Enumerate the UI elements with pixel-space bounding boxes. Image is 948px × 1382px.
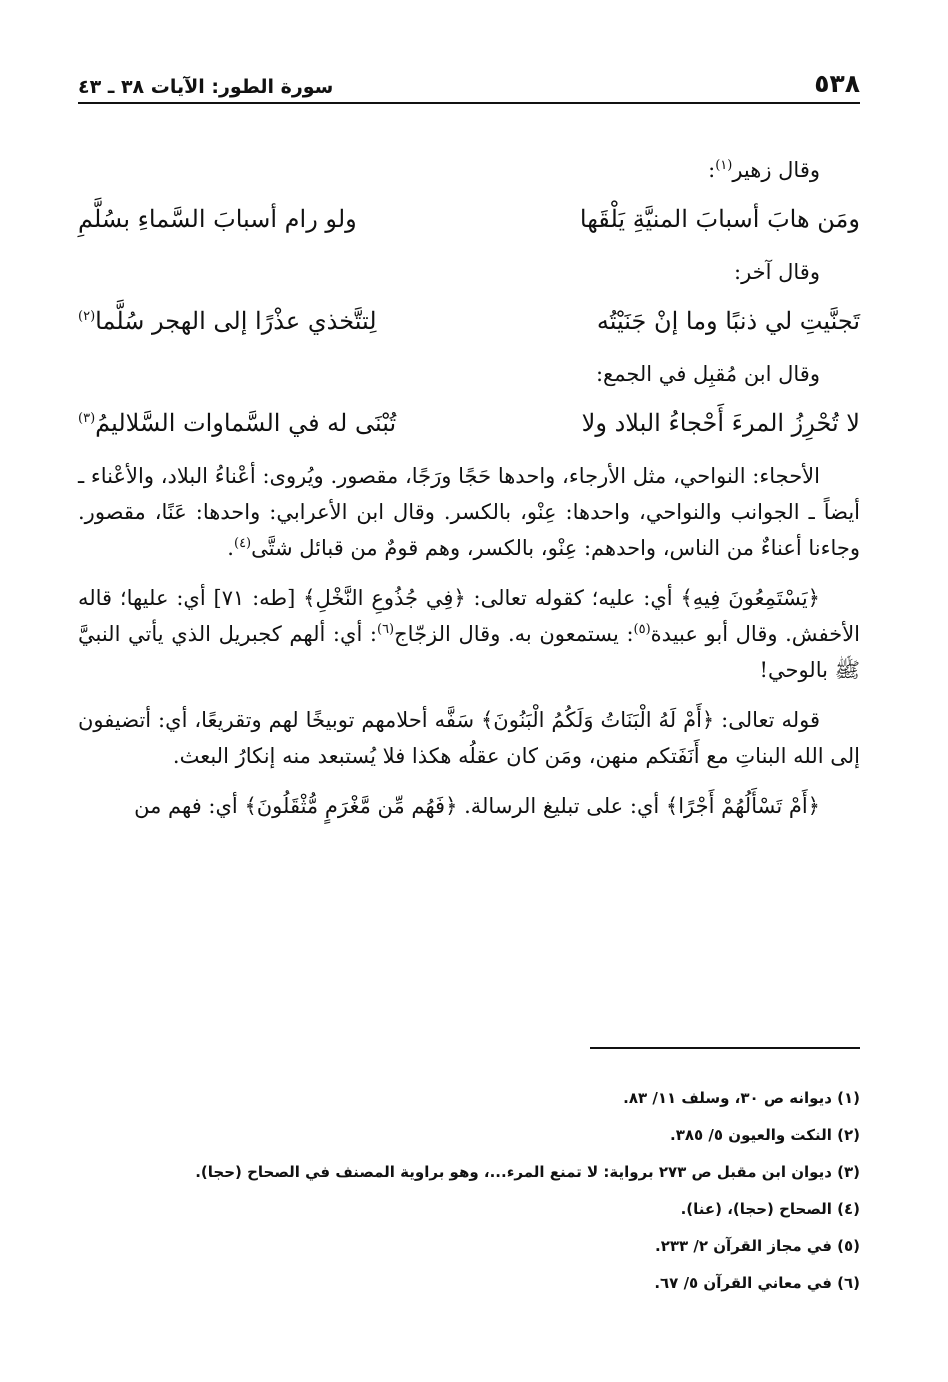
verse-other: [78, 296, 860, 346]
paragraph-ahjaa: الأحجاء: النواحي، مثل الأرجاء، واحدها حَجًا ورَجًا، مقصور. ويُروى: أعْناءُ البلاد، والأعْناء ـ أيضاً ـ الجوانب والنواحي، واحدها: عِنْو، بالكسر. وقال ابن الأعرابي: واحدها: عَنًا، مقصور. وجاءنا أعناءٌ من الناس، واحدهم: عِنْو، بالكسر، وهم قومٌ من قبائل شتَّى$^{(٤)}$.: [78, 464, 860, 560]
quran-quote: ﴿يَسْتَمِعُونَ فِيهِ﴾: [680, 586, 820, 610]
verse-intro-ibn-muqbil: وقال ابن مُقبِل في الجمع:: [595, 362, 820, 386]
paragraph-yastamiun: ﴿يَسْتَمِعُونَ فِيهِ﴾ أي: عليه؛ كقوله تعالى: ﴿فِي جُذُوعِ النَّخْلِ﴾ [طه: ٧١] أي: عليها؛ قاله الأخفش. وقال أبو عبيدة$^{(٥)}$: يستمعون به. وقال الزجّاج$^{(٦)}$: أي: ألهم كجبريل الذي يأتي النبيَّ ﷺ بالوحي!: [78, 586, 860, 682]
footnote-ref-6: (٦): [376, 622, 395, 637]
main-text: [78, 152, 860, 824]
page-number: ٥٣٨: [814, 69, 860, 98]
footnote-6: (٦) في معاني القرآن ٥/ ٦٧.: [654, 1274, 860, 1292]
footnote-ref-1: (١): [715, 158, 733, 173]
running-title: سورة الطور: الآيات ٣٨ ـ ٤٣: [78, 76, 334, 98]
verse-hemistich-first: لا تُحْرِزُ المرءَ أَحْجاءُ البلاد ولا: [581, 409, 860, 437]
verse-hemistich-second: ولو رام أسبابَ السَّماءِ بسُلَّمِ: [78, 205, 357, 233]
verse-hemistich-first: تَجنَّيتِ لي ذنبًا وما إنْ جَنَيْتُه: [596, 307, 860, 335]
footnote-ref-2: (٢): [78, 309, 96, 324]
verse-hemistich-second: تُبْنَى له في السَّماوات السَّلاليمُ$^{(٣)}$: [78, 409, 397, 437]
quran-quote: ﴿أَمْ لَهُ الْبَنَاتُ وَلَكُمُ الْبَنُونَ﴾: [481, 708, 715, 732]
page-header: [78, 62, 860, 104]
verse-ibn-muqbil: [78, 398, 860, 448]
quran-quote: ﴿فَهُم مِّن مَّغْرَمٍ مُّثْقَلُونَ﴾: [244, 794, 458, 818]
footnote-ref-4: (٤): [233, 536, 252, 551]
paragraph-banat: قوله تعالى: ﴿أَمْ لَهُ الْبَنَاتُ وَلَكُمُ الْبَنُونَ﴾ سَفَّه أحلامهم توبيخًا لهم وتقريعًا، أي: أتضيفون إلى الله البناتِ مع أَنَفَتكم منهن، ومَن كان عقلُه هكذا فلا يُستبعد منه إنكارُ البعث.: [78, 708, 860, 768]
footnote-3: (٣) ديوان ابن مقبل ص ٢٧٣ برواية: لا تمنع المرء...، وهو براوية المصنف في الصحاح (حجا).: [195, 1163, 860, 1181]
footnote-separator: [590, 1047, 860, 1049]
footnote-2: (٢) النكت والعيون ٥/ ٣٨٥.: [670, 1126, 860, 1144]
verse-intro-other: وقال آخر:: [734, 260, 820, 284]
footnotes: [78, 1080, 860, 1302]
verse-intro-zuhair: وقال زهير$^{(١)}$:: [708, 158, 820, 182]
footnote-1: (١) ديوانه ص ٣٠، وسلف ١١/ ٨٣.: [623, 1089, 860, 1107]
verse-zuhair: [78, 194, 860, 244]
paragraph-ajr: ﴿أَمْ تَسْأَلُهُمْ أَجْرًا﴾ أي: على تبليغ الرسالة. ﴿فَهُم مِّن مَّغْرَمٍ مُّثْقَلُونَ﴾ أي: فهم من: [134, 794, 820, 818]
footnote-4: (٤) الصحاح (حجا)، (عنا).: [680, 1200, 860, 1218]
quran-quote: ﴿فِي جُذُوعِ النَّخْلِ﴾: [303, 586, 466, 610]
page: [78, 62, 860, 824]
footnote-ref-3: (٣): [78, 411, 96, 426]
footnote-5: (٥) في مجاز القرآن ٢/ ٢٣٣.: [655, 1237, 860, 1255]
quran-quote: ﴿أَمْ تَسْأَلُهُمْ أَجْرًا﴾: [665, 794, 820, 818]
verse-hemistich-first: ومَن هابَ أسبابَ المنيَّةِ يَلْقَها: [579, 205, 860, 233]
footnote-ref-5: (٥): [633, 622, 651, 637]
verse-hemistich-second: لِتتَّخذي عذْرًا إلى الهجر سُلَّما$^{(٢)}$: [78, 307, 377, 335]
